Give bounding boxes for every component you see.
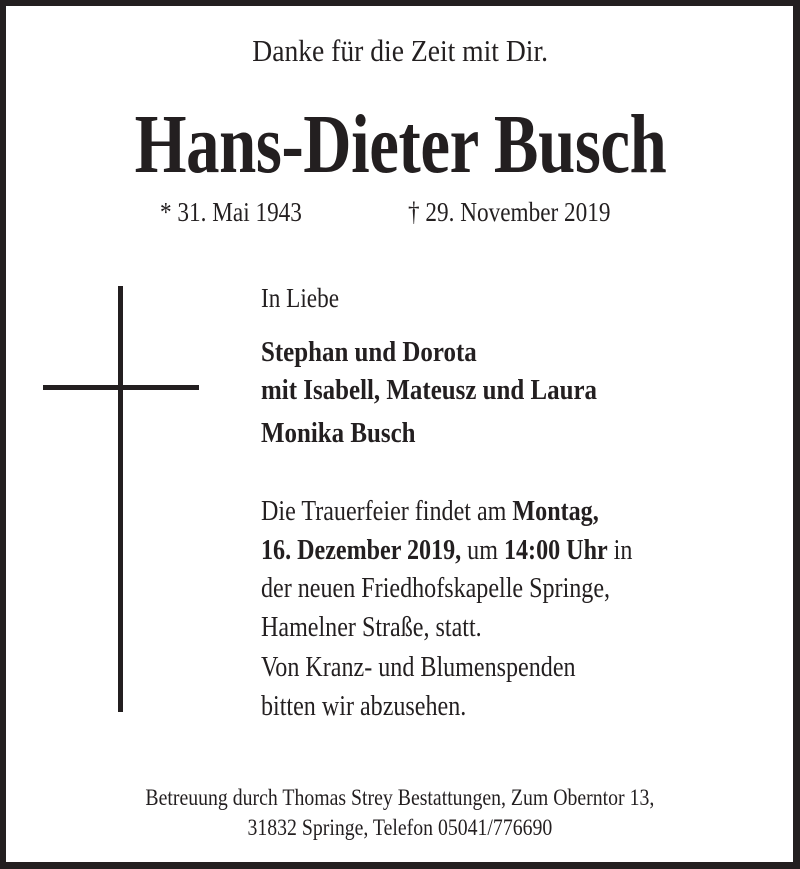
footer-line: 31832 Springe, Telefon 05041/776690: [247, 815, 553, 840]
ceremony-line-2: [261, 532, 632, 571]
life-dates: [0, 199, 800, 235]
funeral-home-footer: [0, 783, 800, 843]
ceremony-day: Montag,: [512, 496, 599, 527]
ceremony-line-1: [261, 493, 632, 532]
tagline-text: Danke für die Zeit mit Dir.: [252, 33, 548, 68]
ceremony-text: Die Trauerfeier findet am: [261, 496, 513, 527]
widow-name: Monika Busch: [261, 417, 416, 449]
ceremony-text: in: [607, 534, 633, 566]
ceremony-time: 14:00 Uhr: [503, 534, 608, 566]
ceremony-info: [261, 493, 632, 647]
footer-line: Betreuung durch Thomas Strey Bestattungen, Zum Oberntor 13,: [145, 785, 655, 810]
ceremony-line-4: Hamelner Straße, statt.: [261, 611, 482, 643]
flowers-note: [261, 649, 576, 726]
cross-horizontal-bar: [43, 385, 199, 390]
deceased-name-text: Hans-Dieter Busch: [134, 98, 666, 191]
flowers-line: bitten wir abzusehen.: [261, 690, 467, 722]
cross-vertical-bar: [118, 286, 123, 712]
deceased-name: [0, 98, 800, 191]
family-names: [261, 333, 597, 409]
death-date: † 29. November 2019: [408, 197, 611, 227]
ceremony-line-3: der neuen Friedhofskapelle Springe,: [261, 573, 611, 604]
ceremony-date: 16. Dezember 2019,: [261, 534, 462, 566]
birth-date: * 31. Mai 1943: [160, 197, 302, 227]
ceremony-text: um: [461, 534, 504, 566]
tagline: [0, 35, 800, 66]
footer-text: [146, 783, 655, 843]
family-line: mit Isabell, Mateusz und Laura: [261, 374, 598, 406]
family-line: Stephan und Dorota: [261, 336, 477, 368]
in-love-label: In Liebe: [261, 283, 340, 313]
flowers-line: Von Kranz- und Blumenspenden: [261, 652, 576, 683]
